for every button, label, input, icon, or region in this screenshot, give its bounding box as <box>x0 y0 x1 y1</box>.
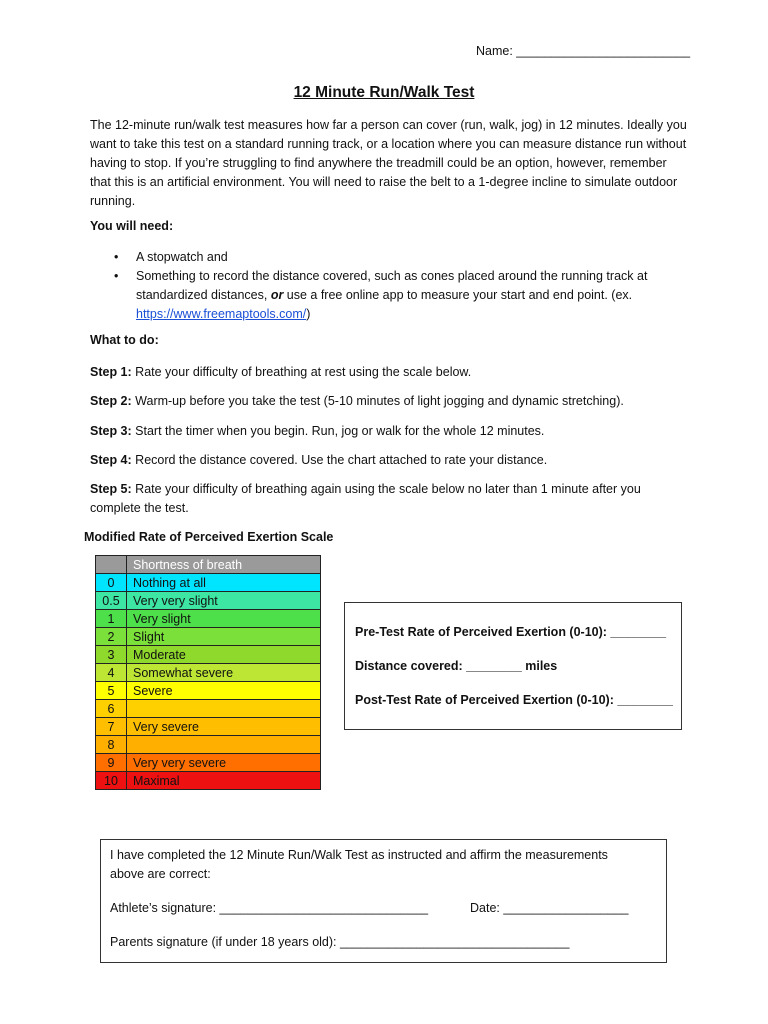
scale-title: Modified Rate of Perceived Exertion Scale <box>84 530 334 544</box>
scale-label: Very severe <box>127 718 321 736</box>
table-row <box>96 682 321 700</box>
scale-label: Severe <box>127 682 321 700</box>
table-row <box>96 718 321 736</box>
scale-number: 0.5 <box>96 592 127 610</box>
scale-number: 3 <box>96 646 127 664</box>
step-5 <box>90 480 690 518</box>
scale-number: 0 <box>96 574 127 592</box>
scale-number: 5 <box>96 682 127 700</box>
materials-list <box>90 248 670 324</box>
bullet-record-text: Something to record the distance covered, such as cones placed around the running track at standardized distances, <box>136 269 648 302</box>
list-item <box>90 267 670 324</box>
post-test-rpe-field: Post-Test Rate of Perceived Exertion (0-10): ________ <box>355 693 673 707</box>
scale-number: 2 <box>96 628 127 646</box>
list-item <box>90 248 670 267</box>
bullet-or-emphasis: or <box>270 288 284 302</box>
scale-number: 4 <box>96 664 127 682</box>
scale-label <box>127 736 321 754</box>
scale-label: Nothing at all <box>127 574 321 592</box>
scale-label <box>127 700 321 718</box>
scale-label: Maximal <box>127 772 321 790</box>
step-label: Step 4: <box>90 453 132 467</box>
distance-covered-field: Distance covered: ________ miles <box>355 659 558 673</box>
date-field: Date: __________________ <box>470 901 629 915</box>
step-text: Record the distance covered. Use the chart attached to rate your distance. <box>131 453 548 467</box>
header-blank-cell <box>96 556 127 574</box>
affirmation-box <box>100 839 667 963</box>
step-text: Rate your difficulty of breathing at rest using the scale below. <box>131 365 472 379</box>
step-4 <box>90 451 690 470</box>
table-row <box>96 628 321 646</box>
table-row <box>96 592 321 610</box>
pre-test-rpe-field: Pre-Test Rate of Perceived Exertion (0-10): ________ <box>355 625 667 639</box>
you-will-need-heading: You will need: <box>90 219 174 233</box>
step-text: Warm-up before you take the test (5-10 minutes of light jogging and dynamic stretching). <box>131 394 624 408</box>
exertion-scale-table <box>95 555 321 790</box>
table-row <box>96 574 321 592</box>
scale-label: Moderate <box>127 646 321 664</box>
parents-signature-field: Parents signature (if under 18 years old): _________________________________ <box>110 935 570 949</box>
scale-number: 6 <box>96 700 127 718</box>
intro-paragraph: The 12-minute run/walk test measures how far a person can cover (run, walk, jog) in 12 minutes. Ideally you want to take this test on a standard running track, or a location where you can measure distance run without having to stop. If you’re struggling to find anywhere the treadmill could be an option, however, remember that this is an artificial environment. You will need to raise the belt to a 1-degree incline to simulate outdoor running. <box>90 118 687 208</box>
table-row <box>96 754 321 772</box>
header-shortness-of-breath: Shortness of breath <box>127 556 321 574</box>
scale-number: 10 <box>96 772 127 790</box>
table-row <box>96 664 321 682</box>
scale-number: 9 <box>96 754 127 772</box>
table-row <box>96 772 321 790</box>
scale-label: Very slight <box>127 610 321 628</box>
freemaptools-link[interactable]: https://www.freemaptools.com/ <box>136 307 307 321</box>
step-text: Rate your difficulty of breathing again using the scale below no later than 1 minute after you complete the test. <box>90 482 641 515</box>
scale-number: 8 <box>96 736 127 754</box>
bullet-record-text-2: use a free online app to measure your start and end point. (ex. <box>283 288 633 302</box>
step-2 <box>90 392 690 411</box>
affirmation-text-line-2: above are correct: <box>110 867 211 881</box>
step-label: Step 3: <box>90 424 132 438</box>
step-label: Step 1: <box>90 365 132 379</box>
table-row <box>96 646 321 664</box>
scale-label: Very very slight <box>127 592 321 610</box>
bullet-stopwatch: A stopwatch and <box>136 250 228 264</box>
table-header-row <box>96 556 321 574</box>
athlete-signature-field: Athlete’s signature: ______________________________ <box>110 901 429 915</box>
table-row <box>96 700 321 718</box>
scale-number: 7 <box>96 718 127 736</box>
scale-label: Somewhat severe <box>127 664 321 682</box>
affirmation-text-line-1: I have completed the 12 Minute Run/Walk Test as instructed and affirm the measurements <box>110 848 608 862</box>
step-1 <box>90 363 690 382</box>
scale-label: Very very severe <box>127 754 321 772</box>
step-label: Step 2: <box>90 394 132 408</box>
what-to-do-heading: What to do: <box>90 333 159 347</box>
step-label: Step 5: <box>90 482 132 496</box>
table-row <box>96 736 321 754</box>
scale-number: 1 <box>96 610 127 628</box>
scale-label: Slight <box>127 628 321 646</box>
record-box <box>344 602 682 730</box>
table-row <box>96 610 321 628</box>
bullet-record-close: ) <box>306 307 311 321</box>
scale-body <box>96 574 321 790</box>
step-3 <box>90 422 690 441</box>
page-title: 12 Minute Run/Walk Test <box>293 84 475 101</box>
name-field-label: Name: _________________________ <box>476 44 691 58</box>
step-text: Start the timer when you begin. Run, jog or walk for the whole 12 minutes. <box>131 424 545 438</box>
